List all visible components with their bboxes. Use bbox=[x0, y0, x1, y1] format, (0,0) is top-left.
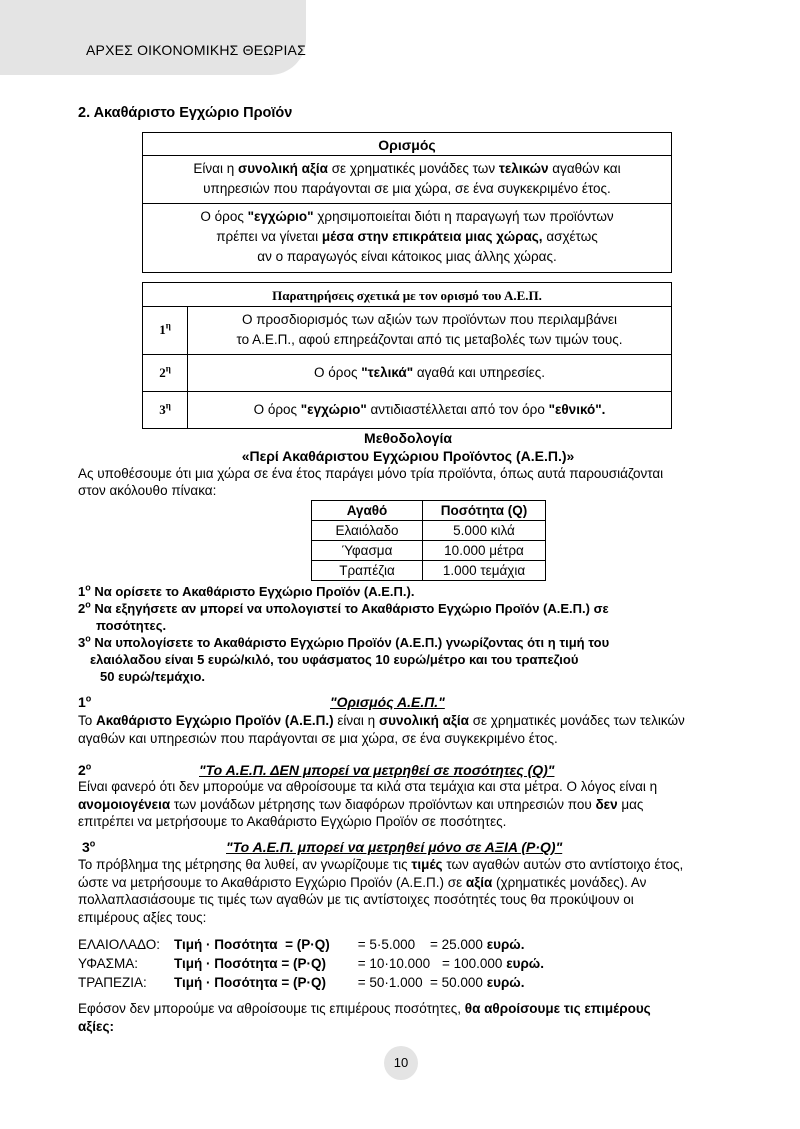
goods-row bbox=[312, 561, 546, 581]
definition-line-2: υπηρεσιών που παράγονται σε μια χώρα, σε ένα συγκεκριμένο έτος. bbox=[203, 181, 611, 196]
remark-text bbox=[188, 307, 671, 354]
goods-cell: 10.000 μέτρα bbox=[423, 541, 546, 561]
remarks-row bbox=[142, 355, 672, 392]
remark-line: Ο προσδιορισμός των αξιών των προϊόντων που περιλαμβάνει bbox=[241, 312, 618, 327]
calc-expression: = 10·10.000 bbox=[354, 956, 431, 971]
calculations bbox=[78, 935, 544, 992]
goods-header: Ποσότητα (Q) bbox=[423, 501, 546, 521]
intro-line: στον ακόλουθο πίνακα: bbox=[78, 483, 217, 498]
answer-2-number: $2^o$ bbox=[78, 761, 92, 778]
calc-result: = 50.000 bbox=[430, 975, 483, 990]
calculation-row bbox=[78, 954, 544, 973]
section-title: 2. Ακαθάριστο Εγχώριο Προϊόν bbox=[78, 105, 293, 121]
remarks-heading: Παρατηρήσεις σχετικά με τον ορισμό του Α.Ε.Π. bbox=[142, 282, 672, 307]
calculation-row bbox=[78, 935, 544, 954]
calc-expression: = 5·5.000 bbox=[354, 937, 416, 952]
answer-line: επιτρέπει να μετρήσουμε το Ακαθάριστο Εγχώριο Προϊόν σε ποσότητες. bbox=[78, 814, 507, 829]
remark-number: $2^\eta$ bbox=[143, 355, 188, 391]
goods-cell: 5.000 κιλά bbox=[423, 521, 546, 541]
remarks-table bbox=[142, 282, 672, 429]
definition-heading: Ορισμός bbox=[142, 132, 672, 156]
goods-header-row bbox=[312, 501, 546, 521]
answer-3-heading: "Το Α.Ε.Π. μπορεί να μετρηθεί μόνο σε ΑΞΙΑ (P·Q)" bbox=[226, 839, 563, 855]
remark-line: το Α.Ε.Π., αφού επηρεάζονται από τις μεταβολές των τιμών τους. bbox=[236, 332, 623, 347]
answer-line: επιμέρους αξίες τους: bbox=[78, 909, 207, 925]
goods-cell: Τραπέζια bbox=[312, 561, 423, 581]
header-tab bbox=[0, 0, 306, 75]
answer-1-text: Το Ακαθάριστο Εγχώριο Προϊόν (Α.Ε.Π.) είναι η συνολική αξία σε χρηματικές μονάδες των τελικών αγαθών και υπηρεσιών που παράγονται σε μια χώρα, σε ένα συγκεκριμένο έτος. bbox=[78, 712, 728, 747]
definition-box bbox=[142, 132, 672, 273]
calc-unit: ευρώ. bbox=[482, 975, 525, 990]
methodology-title: Μεθοδολογία bbox=[364, 430, 452, 446]
methodology-intro bbox=[78, 465, 758, 499]
calc-unit: ευρώ. bbox=[482, 937, 525, 952]
question-1: $1^o$ Να ορίσετε το Ακαθάριστο Εγχώριο Προϊόν (Α.Ε.Π.). bbox=[78, 582, 415, 599]
question-continuation: 50 ευρώ/τεμάχιο. bbox=[100, 669, 206, 684]
remarks-row bbox=[142, 392, 672, 429]
calc-unit: ευρώ. bbox=[502, 956, 544, 971]
calc-label: ΤΡΑΠΕΖΙΑ: bbox=[78, 975, 147, 990]
domestic-line-1: Ο όρος "εγχώριο" χρησιμοποιείται διότι η παραγωγή των προϊόντων bbox=[200, 209, 614, 224]
answer-3-text: Το πρόβλημα της μέτρησης θα λυθεί, αν γνωρίζουμε τις τιμές των αγαθών αυτών στο αντίστοιχο έτος, ώστε να μετρήσουμε το Ακαθάριστο Εγχώριο Προϊόν (Α.Ε.Π.) σε αξία (χρηματικές μονάδες). Αν πολλαπλασιάσουμε τις τιμές των αγαθών με τις αντίστοιχες ποσότητές τους θα προκύψουν οι επιμέρους αξίες τους: bbox=[78, 856, 728, 926]
methodology-subtitle: «Περί Ακαθάριστου Εγχώριου Προϊόντος (Α.Ε.Π.)» bbox=[241, 448, 575, 464]
goods-row bbox=[312, 521, 546, 541]
answer-2-text: Είναι φανερό ότι δεν μπορούμε να αθροίσουμε τα κιλά στα τεμάχια και στα μέτρα. Ο λόγος είναι η ανομοιογένεια των μονάδων μέτρησης των διαφόρων προϊόντων και υπηρεσιών που δεν μας επιτρέπει να μετρήσουμε το Ακαθάριστο Εγχώριο Προϊόν σε ποσότητες. bbox=[78, 778, 728, 831]
definition-paragraph bbox=[142, 156, 672, 204]
calc-result: = 25.000 bbox=[430, 937, 483, 952]
answer-line: Είναι φανερό ότι δεν μπορούμε να αθροίσουμε τα κιλά στα τεμάχια και στα μέτρα. Ο λόγος είναι η bbox=[78, 779, 658, 794]
calc-result: = 100.000 bbox=[442, 956, 503, 971]
answer-2-heading: "Το Α.Ε.Π. ΔΕΝ μπορεί να μετρηθεί σε ποσότητες (Q)" bbox=[199, 762, 555, 778]
question-3: $3^o$ Να υπολογίσετε το Ακαθάριστο Εγχώριο Προϊόν (Α.Ε.Π.) γνωρίζοντας ότι η τιμή του ελαιόλαδου είναι 5 ευρώ/κιλό, του υφάσματος 10 ευρώ/μέτρο και του τραπεζιού 50 ευρώ/τεμάχιο. bbox=[78, 633, 610, 684]
question-continuation: ποσότητες. bbox=[96, 618, 167, 633]
intro-line: Ας υποθέσουμε ότι μια χώρα σε ένα έτος παράγει μόνο τρία προϊόντα, όπως αυτά παρουσιάζονται bbox=[78, 466, 664, 481]
calc-expression: = 50·1.000 bbox=[354, 975, 423, 990]
page-number: 10 bbox=[384, 1046, 418, 1080]
question-2: $2^o$ Να εξηγήσετε αν μπορεί να υπολογιστεί το Ακαθάριστο Εγχώριο Προϊόν (Α.Ε.Π.) σε ποσότητες. bbox=[78, 599, 609, 633]
domestic-paragraph bbox=[142, 204, 672, 273]
remark-number: $3^\eta$ bbox=[143, 392, 188, 428]
answer-1-number: $1^o$ bbox=[78, 693, 92, 710]
answer-1-heading: "Ορισμός Α.Ε.Π." bbox=[330, 694, 445, 710]
calculation-row bbox=[78, 973, 544, 992]
goods-cell: 1.000 τεμάχια bbox=[423, 561, 546, 581]
remark-text: Ο όρος "εγχώριο" αντιδιαστέλλεται από τον όρο "εθνικό". bbox=[253, 402, 606, 417]
goods-table bbox=[311, 500, 546, 581]
domestic-line-2: πρέπει να γίνεται μέσα στην επικράτεια μιας χώρας, ασχέτως bbox=[216, 229, 598, 244]
definition-line-1: Είναι η συνολική αξία σε χρηματικές μονάδες των τελικών αγαθών και bbox=[193, 161, 621, 176]
remark-text: Ο όρος "τελικά" αγαθά και υπηρεσίες. bbox=[314, 365, 545, 380]
goods-cell: Ύφασμα bbox=[312, 541, 423, 561]
answer-line: πολλαπλασιάσουμε τις τιμές των αγαθών με τις αντίστοιχες ποσότητές τους θα προκύψουν οι bbox=[78, 892, 634, 907]
goods-cell: Ελαιόλαδο bbox=[312, 521, 423, 541]
goods-row bbox=[312, 541, 546, 561]
calc-label: ΥΦΑΣΜΑ: bbox=[78, 956, 138, 971]
remarks-row bbox=[142, 307, 672, 355]
remark-number: $1^\eta$ bbox=[143, 307, 188, 354]
running-title: ΑΡΧΕΣ ΟΙΚΟΝΟΜΙΚΗΣ ΘΕΩΡΙΑΣ bbox=[86, 42, 306, 58]
calc-formula: Τιμή · Ποσότητα = (P·Q) bbox=[174, 937, 330, 952]
answer-line: αγαθών και υπηρεσιών που παράγονται σε μια χώρα, σε ένα συγκεκριμένο έτος. bbox=[78, 730, 558, 746]
calc-label: ΕΛΑΙΟΛΑΔΟ: bbox=[78, 937, 161, 952]
goods-header: Αγαθό bbox=[312, 501, 423, 521]
closing-text: Εφόσον δεν μπορούμε να αθροίσουμε τις επιμέρους ποσότητες, θα αθροίσουμε τις επιμέρους αξίες: bbox=[78, 1001, 651, 1034]
domestic-line-3: αν ο παραγωγός είναι κάτοικος μιας άλλης χώρας. bbox=[257, 249, 557, 264]
answer-3-number: $3^o$ bbox=[82, 838, 96, 855]
calc-formula: Τιμή · Ποσότητα = (P·Q) bbox=[174, 956, 326, 971]
calc-formula: Τιμή · Ποσότητα = (P·Q) bbox=[174, 975, 326, 990]
question-continuation: ελαιόλαδου είναι 5 ευρώ/κιλό, του υφάσματος 10 ευρώ/μέτρο και του τραπεζιού bbox=[90, 652, 579, 667]
